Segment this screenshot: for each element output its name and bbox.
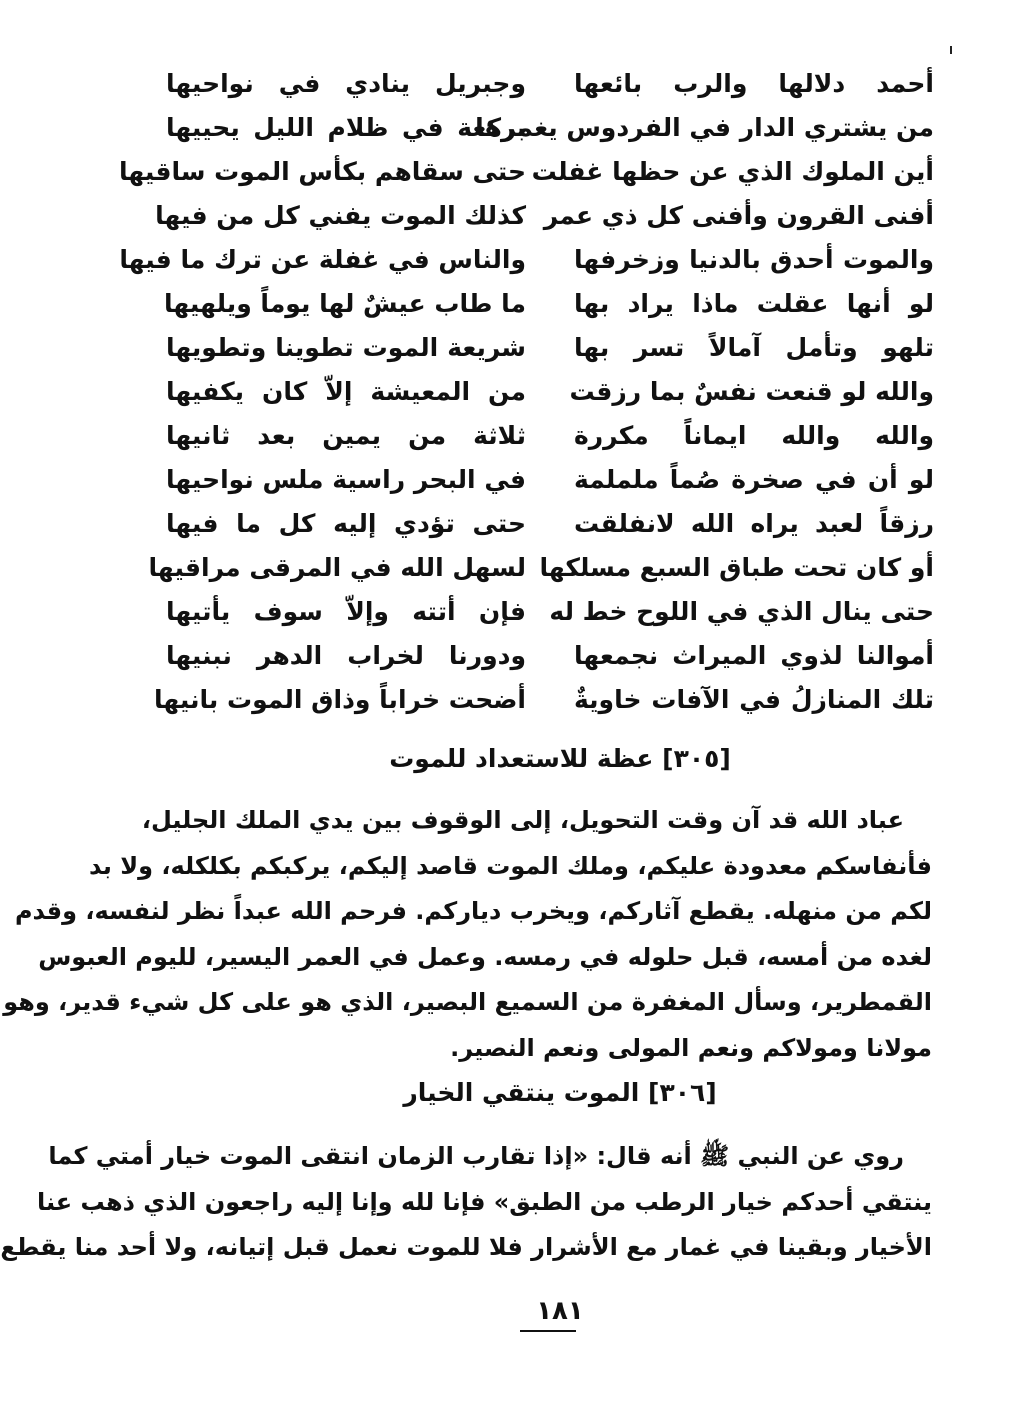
verse-hemistich: ودورنا لخراب الدهر نبنيها [166,641,526,670]
poem-right-column [475,62,934,722]
poem-left-column [119,62,526,722]
verse-hemistich: لسهل الله في المرقى مراقيها [148,553,526,582]
verse-hemistich: حتى سقاهم بكأس الموت ساقيها [119,157,526,186]
verse-hemistich: كذلك الموت يفني كل من فيها [155,201,526,230]
paragraph-line: مولانا ومولاكم ونعم المولى ونعم النصير. [450,1033,932,1062]
paragraph-line: القمطرير، وسأل المغفرة من السميع البصير، الذي هو على كل شيء قدير، وهو [3,988,932,1017]
verse-hemistich: والناس في غفلة عن ترك ما فيها [119,245,526,274]
verse-hemistich: لو أنها عقلت ماذا يراد بها [574,289,934,318]
verse-hemistich: تلك المنازلُ في الآفات خاويةٌ [574,685,934,714]
verse-hemistich: وجبريل ينادي في نواحيها [166,69,526,98]
verse-hemistich: ما طاب عيشٌ لها يوماً ويلهيها [164,289,526,318]
verse-hemistich: من يشتري الدار في الفردوس يغمرها [475,113,934,142]
verse-hemistich: أفنى القرون وأفنى كل ذي عمر [543,201,934,230]
verse-hemistich: حتى ينال الذي في اللوح خط له [549,597,934,626]
poem [119,62,934,722]
verse-hemistich: والله والله ايماناً مكررة [574,421,934,450]
verse-hemistich: أضحت خراباً وذاق الموت بانيها [154,685,526,714]
paragraph-line: الأخيار وبقينا في غمار مع الأشرار فلا للموت نعمل قبل إتيانه، ولا أحد منا يقطع [0,1233,932,1262]
verse-hemistich: من المعيشة إلاّ كان يكفيها [166,377,526,406]
paragraph-line: ينتقي أحدكم خيار الرطب من الطبق» فإنا لله وإنا إليه راجعون الذي ذهب عنا [36,1187,932,1216]
verse-hemistich: لو أن في صخرة صُماً ململمة [574,465,934,494]
verse-hemistich: أين الملوك الذي عن حظها غفلت [531,157,934,186]
verse-hemistich: والموت أحدق بالدنيا وزخرفها [574,245,934,274]
paragraph-line: عباد الله قد آن وقت التحويل، إلى الوقوف بين يدي الملك الجليل، [141,806,904,834]
verse-hemistich: حتى تؤدي إليه كل ما فيها [166,509,526,538]
verse-hemistich: شريعة الموت تطوينا وتطويها [166,333,526,362]
section-305-heading: [٣٠٥] عظة للاستعداد للموت [389,744,731,773]
verse-hemistich: رزقاً لعبد يراه الله لانفلقت [574,509,934,538]
section-306-heading: [٣٠٦] الموت ينتقي الخيار [403,1078,717,1107]
paragraph-line: لغده من أمسه، قبل حلوله في رمسه. وعمل في العمر اليسير، لليوم العبوس [38,942,932,971]
paragraph-line: فأنفاسكم معدودة عليكم، وملك الموت قاصد إليكم، يركبكم بكلكله، ولا بد [89,851,932,880]
verse-hemistich: أموالنا لذوي الميراث نجمعها [574,641,934,670]
verse-hemistich: والله لو قنعت نفسٌ بما رزقت [569,377,934,406]
verse-hemistich: في البحر راسية ملس نواحيها [166,465,526,494]
scan-mark [950,46,952,54]
section-305-paragraph [3,798,932,1072]
verse-hemistich: ثلاثة من يمين بعد ثانيها [166,421,526,450]
page-number-underline [520,1330,576,1332]
verse-hemistich: أو كان تحت طباق السبع مسلكها [539,553,934,582]
section-306-paragraph [0,1134,932,1271]
verse-hemistich: بركعة في ظلام الليل يحييها [166,113,526,142]
verse-hemistich: فإن أتته وإلاّ سوف يأتيها [166,597,526,626]
paragraph-line: روي عن النبي ﷺ أنه قال: «إذا تقارب الزمان انتقى الموت خيار أمتي كما [48,1142,904,1170]
verse-hemistich: أحمد دلالها والرب بائعها [574,69,934,98]
paragraph-line: لكم من منهله. يقطع آثاركم، ويخرب دياركم. فرحم الله عبداً نظر لنفسه، وقدم [14,897,932,926]
page-number: ١٨١ [536,1296,584,1326]
verse-hemistich: تلهو وتأمل آمالاً تسر بها [574,333,934,362]
